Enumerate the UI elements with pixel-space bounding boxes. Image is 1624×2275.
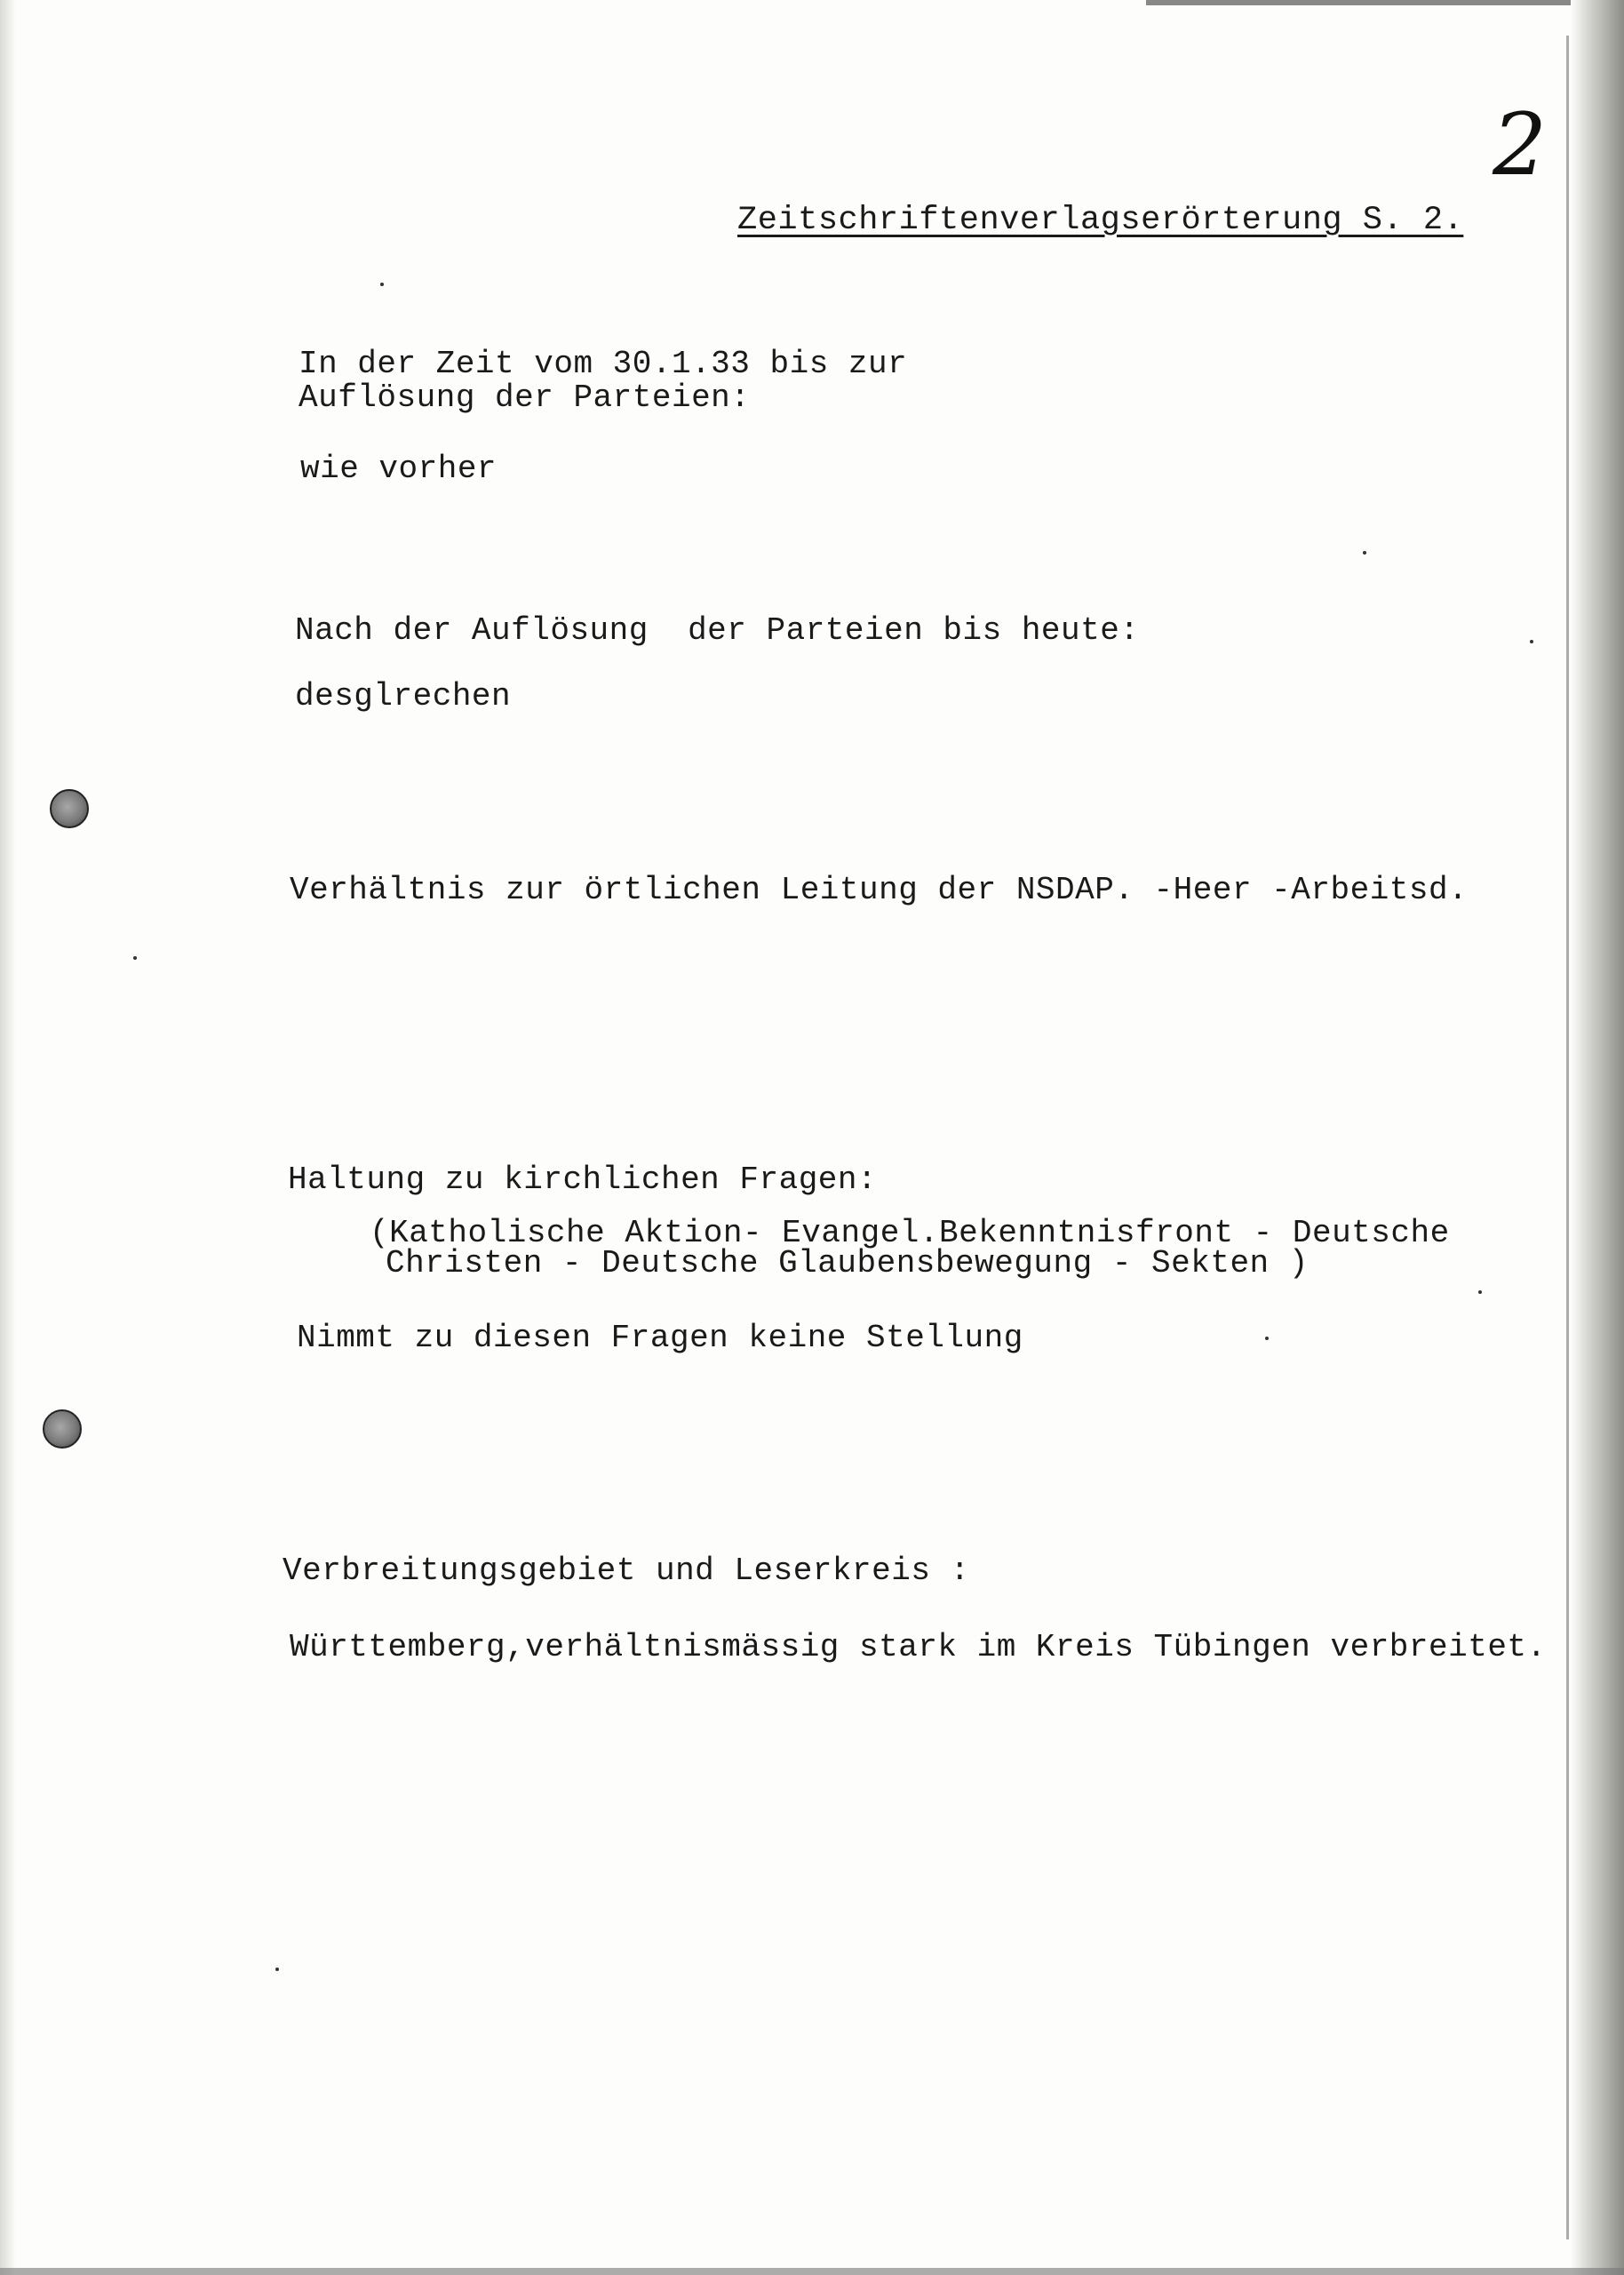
punch-hole-top: [50, 789, 89, 828]
section-4-answer: Nimmt zu diesen Fragen keine Stellung: [297, 1320, 1023, 1356]
speck: [1530, 640, 1533, 643]
document-heading: Zeitschriftenverlagserörterung S. 2.: [737, 202, 1464, 239]
section-5-line-1: Verbreitungsgebiet und Leserkreis :: [283, 1553, 970, 1589]
punch-hole-bottom: [43, 1409, 82, 1449]
handwritten-page-number: 2: [1493, 95, 1548, 195]
section-5-answer: Württemberg,verhältnismässig stark im Kreis Tübingen verbreitet.: [290, 1629, 1547, 1665]
section-1-line-2: Auflösung der Parteien:: [299, 379, 751, 416]
left-paper-edge: [0, 0, 16, 2275]
right-fold-line: [1566, 36, 1569, 2239]
section-1-answer: wie vorher: [300, 451, 498, 487]
section-3-line-1: Verhältnis zur örtlichen Leitung der NSDAP. -Heer -Arbeitsd.: [290, 872, 1469, 908]
speck: [133, 956, 137, 960]
section-1-line-1: In der Zeit vom 30.1.33 bis zur: [299, 346, 908, 382]
right-paper-edge: [1571, 0, 1624, 2275]
section-4-line-1: Haltung zu kirchlichen Fragen:: [288, 1161, 878, 1198]
speck: [380, 283, 384, 286]
section-2-line-1: Nach der Auflösung der Parteien bis heute:: [295, 612, 1140, 649]
bottom-paper-edge: [0, 2268, 1624, 2275]
speck: [1363, 551, 1366, 555]
section-4-line-2: (Katholische Aktion- Evangel.Bekenntnisfront - Deutsche: [370, 1215, 1450, 1251]
speck: [275, 1968, 279, 1971]
section-2-answer: desglrechen: [295, 678, 512, 714]
speck: [1265, 1337, 1269, 1340]
speck: [1478, 1290, 1482, 1294]
top-paper-edge: [1146, 0, 1624, 5]
section-4-line-3: Christen - Deutsche Glaubensbewegung - Sekten ): [386, 1245, 1309, 1281]
